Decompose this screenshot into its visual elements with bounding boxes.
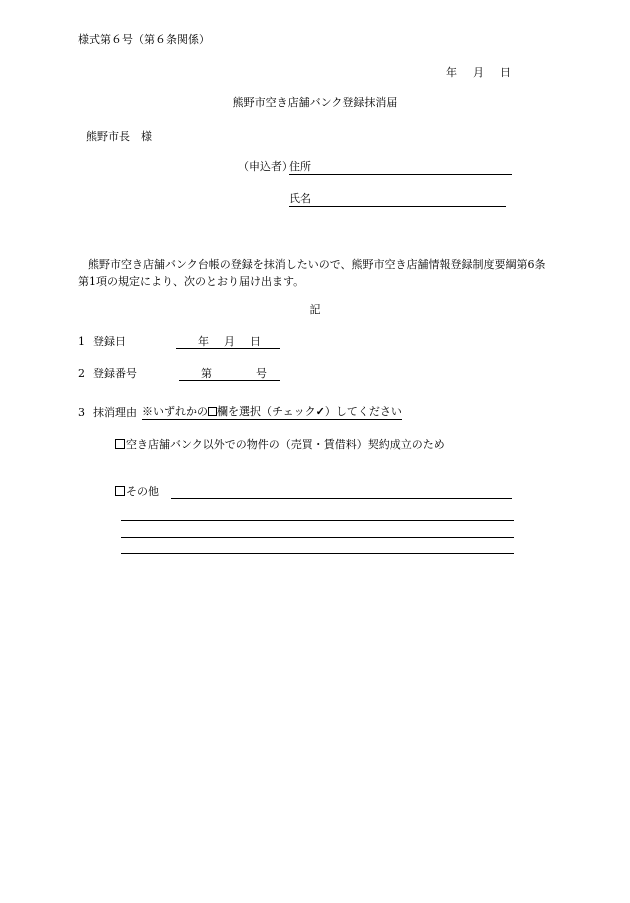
item-2-number: 2 [78,367,85,380]
addressee: 熊野市長 様 [86,130,152,143]
registration-number-line[interactable] [179,380,280,381]
check-mark-icon: ✓ [315,405,325,418]
applicant-label: （申込者） [238,160,293,173]
item-3-number: 3 [78,406,85,419]
inline-checkbox-icon [208,407,217,416]
form-number: 様式第６号（第６条関係） [78,33,210,46]
date-day-label: 日 [500,66,511,79]
checkbox-contract-icon[interactable] [115,439,125,449]
other-reason-line-4[interactable] [121,553,514,554]
body-paragraph: 熊野市空き店舗バンク台帳の登録を抹消したいので、熊野市空き店舗情報登録制度要綱第6条第1項の規定により、次のとおり届け出ます。 [78,258,546,288]
item-1-label: 登録日 [93,335,126,348]
checkbox-other-icon[interactable] [115,486,125,496]
item-1-year: 年 [198,335,209,348]
date-line [446,66,511,80]
address-label: 住所 [289,160,311,173]
form-title: 熊野市空き店舗バンク登録抹消届 [232,96,398,109]
other-reason-line-1[interactable] [171,498,512,499]
instruction-text-post: ）してください [324,405,402,418]
item-1-month: 月 [224,335,235,348]
address-field-line[interactable] [289,174,512,175]
reason-instruction [142,405,402,420]
date-month-label: 月 [473,66,484,79]
item-2-label: 登録番号 [93,367,137,380]
other-reason-line-3[interactable] [121,537,514,538]
registration-date-line[interactable] [176,348,280,349]
item-3-label: 抹消理由 [93,406,137,419]
item-1-day: 日 [250,335,261,348]
date-year-label: 年 [446,66,457,79]
option-contract-label: 空き店舗バンク以外での物件の（売買・賃借料）契約成立のため [126,438,445,451]
option-other[interactable] [115,485,159,499]
other-reason-line-2[interactable] [121,520,514,521]
option-contract[interactable] [115,438,445,452]
instruction-text-pre: ※いずれかの [142,405,208,418]
instruction-text-mid: 欄を選択（チェック [217,405,316,418]
ki-heading: 記 [309,303,321,316]
option-other-label: その他 [126,485,159,498]
item-2-suffix: 号 [256,367,267,380]
name-field-line[interactable] [289,206,506,207]
item-1-number: 1 [78,335,85,348]
item-2-prefix: 第 [201,367,212,380]
name-label: 氏名 [289,192,311,205]
